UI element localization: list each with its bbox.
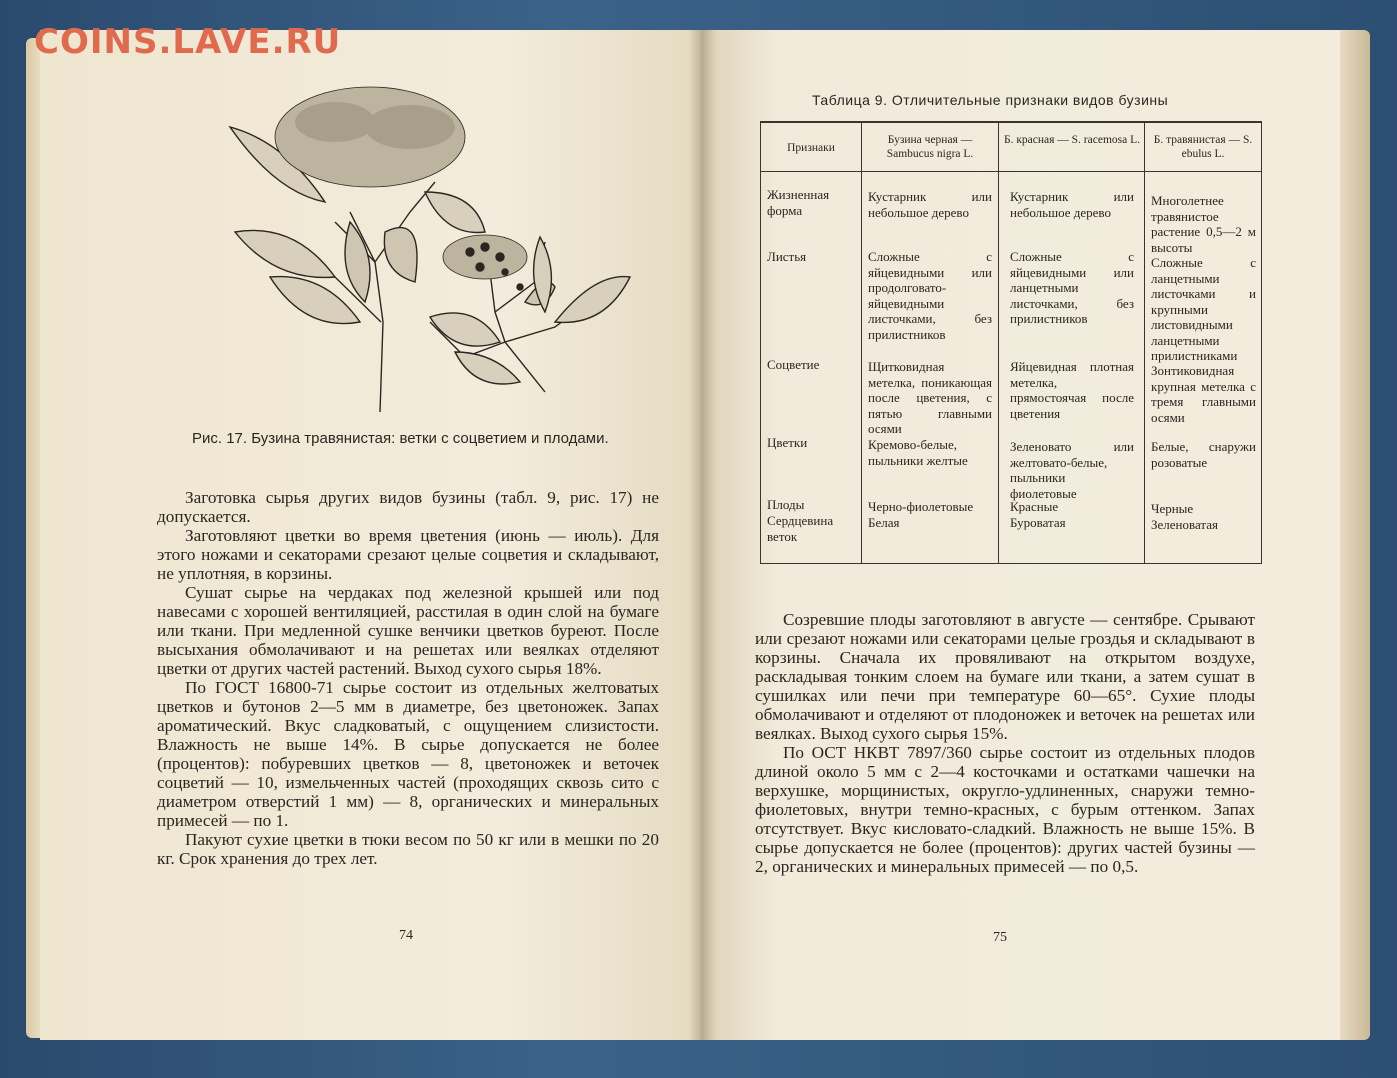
page-number-left: 74 (399, 928, 413, 943)
cell-ebulus: Многолетнее травянистое растение 0,5—2 м высоты (1151, 193, 1256, 255)
cell-racemosa: Яйцевидная плотная метелка, прямостоячая после цветения (1010, 359, 1134, 421)
cell-racemosa: Сложные с яйцевидными или ланцетными листочками, без прилистников (1010, 249, 1134, 326)
left-page-text (157, 488, 659, 868)
column-divider (861, 123, 862, 563)
header-racemosa: Б. красная — S. racemosa L. (1003, 134, 1141, 146)
cell-nigra: Сложные с яйцевидными или продолговато-яйцевидными листочками, без прилистников (868, 249, 992, 342)
cell-racemosa: Зеленовато или желтовато-белые, пыльники фиолетовые (1010, 439, 1134, 501)
cell-ebulus: Белые, снаружи розоватые (1151, 439, 1256, 470)
column-divider (998, 123, 999, 563)
paragraph: Сушат сырье на чердаках под железной крышей или под навесами с хорошей вентиляцией, расстилая в один слой на бумаге или ткани. При медленной сушке венчики цветков буреют. После высыхания обмолачивают и на решетах или веялках отделяют цветки от других частей растений. Выход сухого сырья 18%. (157, 583, 659, 678)
cell-racemosa: Красные (1010, 499, 1059, 514)
column-divider (1144, 123, 1145, 563)
cell-feature: Соцветие (767, 357, 820, 372)
table-title: Таблица 9. Отличительные признаки видов бузины (812, 92, 1169, 108)
paragraph: Заготовляют цветки во время цветения (июнь — июль). Для этого ножами и секаторами срезают целые соцветия и складывают, не уплотняя, в корзины. (157, 526, 659, 583)
book-gutter (688, 30, 716, 1040)
cell-feature: Цветки (767, 435, 808, 450)
cell-ebulus: Черные (1151, 501, 1194, 516)
cell-feature: Листья (767, 249, 807, 264)
header-ebulus: Б. травянистая — S. ebulus L. (1153, 134, 1253, 160)
cell-feature: Плоды (767, 497, 805, 512)
cell-nigra: Белая (868, 515, 900, 530)
features-table (760, 121, 1262, 564)
cell-ebulus: Сложные с ланцетными листочками и крупными листовидными ланцетными прилистниками (1151, 255, 1256, 363)
paragraph: По ОСТ НКВТ 7897/360 сырье состоит из отдельных плодов длиной около 5 мм с 2—4 косточками и остатками чашечки на верхушке, морщинистых, округло-удлиненных, снаружи темно-фиолетовых, внутри темно-красных, с бурым оттенком. Запах отсутствует. Вкус кисловато-сладкий. Влажность не выше 15%. В сырье допускается не более (процентов): других частей бузины — 2, органических и минеральных примесей — по 0,5. (755, 743, 1255, 876)
cell-nigra: Черно-фиолетовые (868, 499, 974, 514)
cell-nigra: Кустарник или небольшое дерево (868, 189, 992, 220)
header-features: Признаки (787, 142, 835, 154)
right-page-text (755, 610, 1255, 876)
paragraph: По ГОСТ 16800-71 сырье состоит из отдельных желтоватых цветков и бутонов 2—5 мм в диаметре, без цветоножек. Запах ароматический. Вкус сладковатый, с ощущением слизистости. Влажность не выше 14%. В сырье допускается не более (процентов): побуревших цветков — 8, цветоножек и веточек соцветий — 10, измельченных частей (проходящих сквозь сито с диаметром отверстий 1 мм) — 8, органических и минеральных примесей — по 1. (157, 678, 659, 830)
cell-ebulus: Зонтиковидная крупная метелка с тремя главными осями (1151, 363, 1256, 425)
figure-caption: Рис. 17. Бузина травянистая: ветки с соцветием и плодами. (192, 430, 609, 447)
cell-feature: Сердцевина веток (767, 513, 834, 544)
elder-illustration (175, 72, 655, 422)
header-nigra: Бузина черная — Sambucus nigra L. (886, 134, 974, 160)
cell-nigra: Щитковидная метелка, поникающая после цветения, с пятью главными осями (868, 359, 992, 436)
page-number-right: 75 (993, 930, 1007, 945)
watermark: COINS.LAVE.RU (34, 22, 342, 62)
cell-racemosa: Буроватая (1010, 515, 1066, 530)
paragraph: Созревшие плоды заготовляют в августе — сентябре. Срывают или срезают ножами или секаторами целые гроздья и складывают в корзины. Сначала их провяливают на открытом воздухе, раскладывая тонким слоем на бумаге или ткани, а затем сушат в сушилках или печи при температуре 60—65°. Сухие плоды обмолачивают и отделяют от плодоножек и веточек на решетах или веялках. Выход сухого сырья 15%. (755, 610, 1255, 743)
cell-ebulus: Зеленоватая (1151, 517, 1218, 532)
paragraph: Пакуют сухие цветки в тюки весом по 50 кг или в мешки по 20 кг. Срок хранения до трех лет. (157, 830, 659, 868)
cell-nigra: Кремово-белые, пыльники желтые (868, 437, 968, 468)
cell-feature: Жизненная форма (767, 187, 830, 218)
cell-racemosa: Кустарник или небольшое дерево (1010, 189, 1134, 220)
paragraph: Заготовка сырья других видов бузины (табл. 9, рис. 17) не допускается. (157, 488, 659, 526)
